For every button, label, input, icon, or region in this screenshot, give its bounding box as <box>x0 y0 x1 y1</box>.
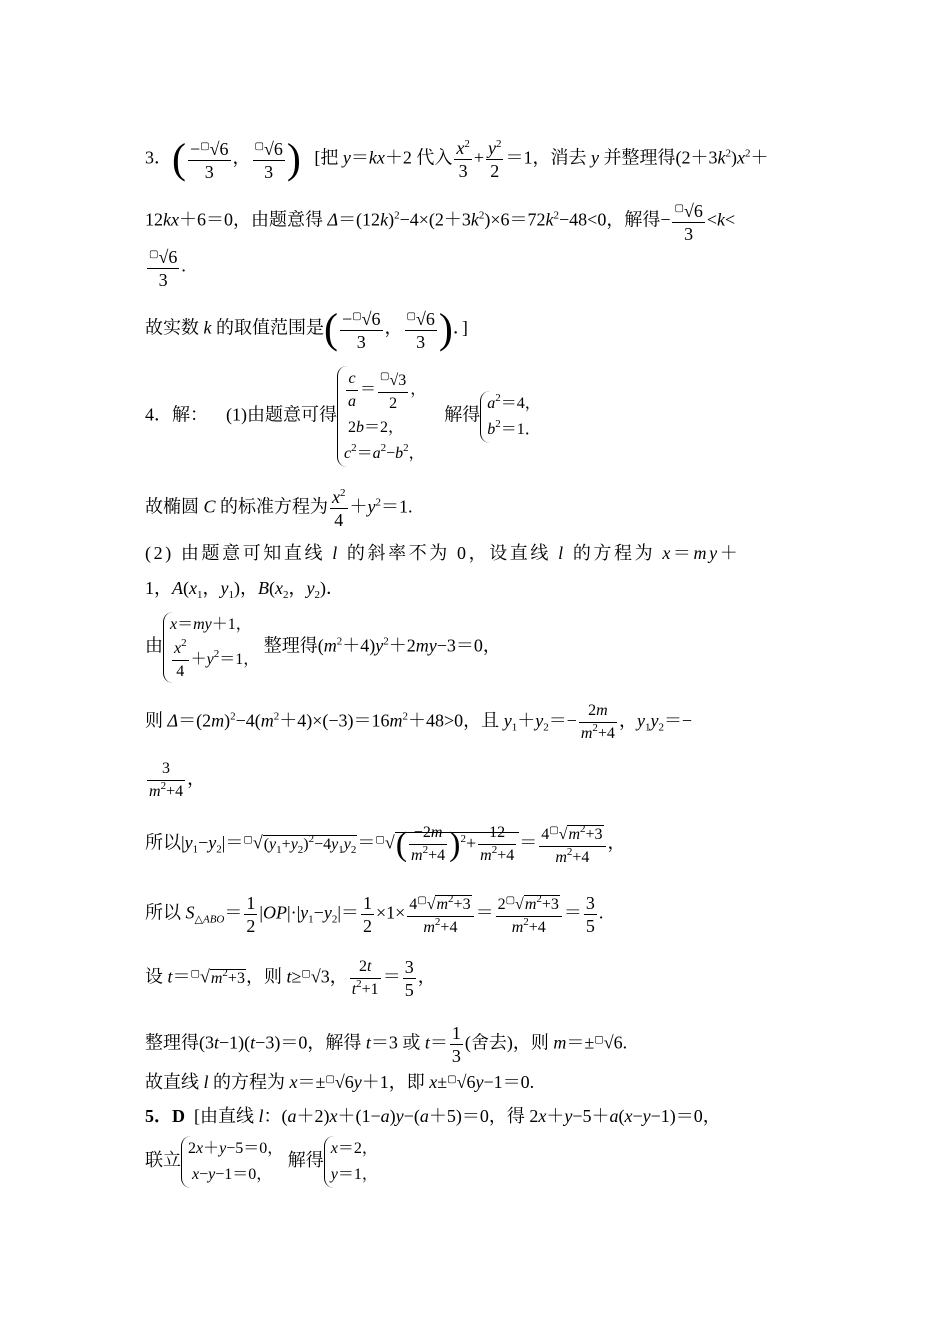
q5-line-2: 联立 2x＋y−5＝0， x−y−1＝0， 解得 x＝2， y＝1， <box>145 1136 378 1188</box>
q4-head: 4．解： <box>145 404 208 425</box>
q4-part2-line-1: (2) 由题意可知直线 l 的斜率不为 0，设直线 l 的方程为 x＝my＋ <box>145 543 741 563</box>
q3-line-2: 12kx＋6＝0，由题意得 $\Delta=(12k)^2-4\times(2+3k^2)\times 6=72k^2-48<0$，解得− $\frac{^▢√6}{3}$ <k< <box>145 198 735 245</box>
q4-solve-line: 整理得(3t−1)(t−3)＝0，解得 t＝3 或 t＝ $\frac{1}{3}$ (舍去)，则 m＝±▢√6. <box>145 1023 628 1066</box>
q4-system-line: 由 x＝my＋1， $\frac{x^2}{4}$ $+y^2=1$， 整理得$(m^2+4)y^2+2my-3=0$， <box>145 612 501 683</box>
q4-product-tail: $\frac{3}{m^2+4}$ ， <box>149 760 206 800</box>
q3-number: 3． <box>145 147 172 168</box>
q5-head: 5．D <box>145 1106 185 1126</box>
q4-area-line: 所以 $S_{\triangle ABO}=$ $\frac{1}{2}$ $|OP|\cdot|y_1-y_2|=$ $\frac{1}{2}$ ×1× $\frac{4^▢√m^2+3}{m^2+4}$ ＝ $\frac{2^▢√m^2+3}{m^2+4}$ ＝ $\frac{3}{5}$ . <box>145 890 603 939</box>
q5-line-1: 5．D [由直线 l：(a＋2)x＋(1−a)y−(a＋5)＝0，得 2x＋y−5＋a(x−y−1)＝0， <box>145 1106 721 1126</box>
q4-delta-line: 则 $\Delta=(2m)^2-4(m^2+4)\times(-3)=16m^2+48>0$，且 $y_1+y_2=-$ $\frac{2m}{m^2+4}$ ，$y_1y_2=-$ <box>145 702 693 742</box>
q4-ellipse-equation: 故椭圆 C 的标准方程为 $\frac{x^2}{4}$ $+y^2=1$. <box>145 487 413 530</box>
q4-substitution-line: 设 $t=^▢√m^2+3$，则 t≥▢√3， $\frac{2t}{t^2+1}$ ＝ $\frac{3}{5}$ ， <box>145 957 436 1000</box>
q3-line-4: 故实数 k 的取值范围是( $\frac{-^▢√6}{3}$ ， $\frac{^▢√6}{3}$ )．] <box>145 306 468 353</box>
q4-final-line: 故直线 l 的方程为 x＝±▢√6y＋1，即 x±▢√6y−1＝0. <box>145 1072 535 1092</box>
q4-part2-line-2: 1，$A(x_1$，$y_1$)，$B(x_2$，$y_2$)． <box>145 578 344 601</box>
q4-difference-line: 所以$|y_1-y_2|=^▢√(y_1+y_2)^2-4y_1y_2=^▢√$( $\frac{-2m}{m^2+4}$ )$^2$+ $\frac{12}{m^2+4}$ ＝ $\frac{4^▢√m^2+3}{m^2+4}$ ， <box>145 820 626 869</box>
q3-line-1: 3．( $\frac{-^▢√6}{3}$ ， $\frac{^▢√6}{3}$ ) [把 y＝kx＋2 代入 $\frac{x^2}{3}$ + $\frac{y^2}{2}$ ＝1，消去 y 并整理得$(2+3k^2)x^2+$ <box>145 136 769 183</box>
q4-solve-word: 解得 <box>444 404 481 425</box>
q4-part1: 4．解： (1)由题意可得 $\frac{c}{a}$ ＝ $\frac{^▢√3}{2}$ ， 2b＝2， $c^2=a^2-b^2$， 解得 $a^2=4$， $b^2=1$． <box>145 366 541 467</box>
q3-line-3: $\frac{^▢√6}{3}$ . <box>145 244 186 291</box>
